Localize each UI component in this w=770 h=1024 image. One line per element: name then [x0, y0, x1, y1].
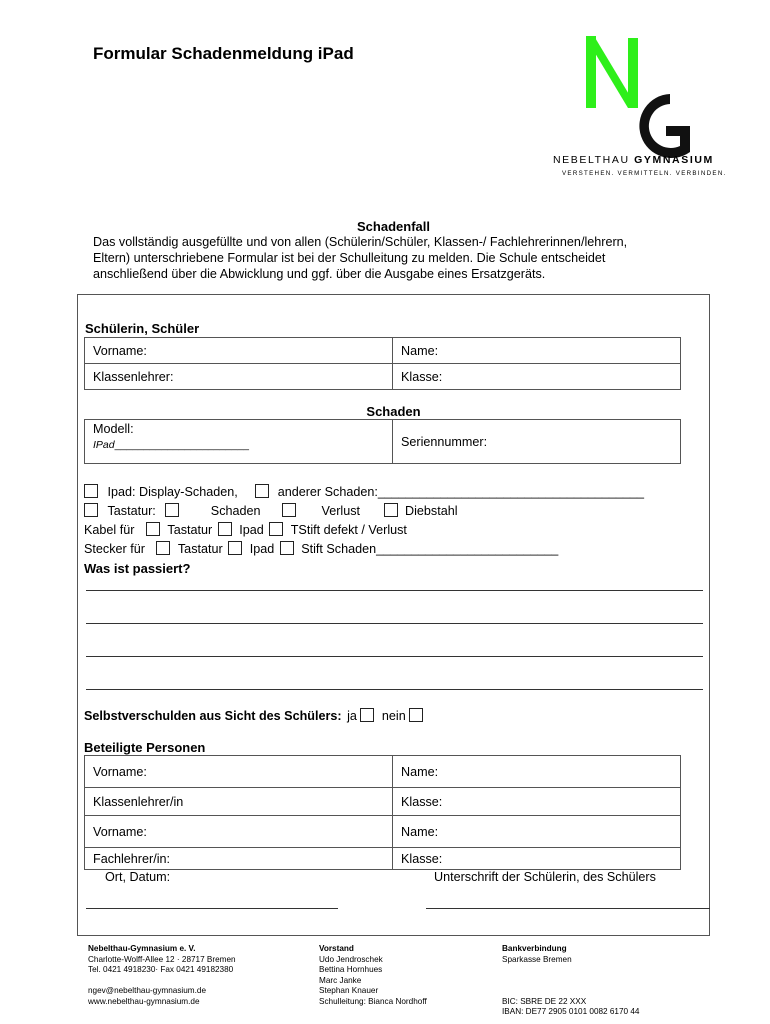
signature-line[interactable] — [426, 908, 710, 909]
student-lastname-field[interactable]: Name: — [393, 338, 681, 364]
footer-board: Vorstand Udo Jendroschek Bettina Hornhues Marc Janke Stephan Knauer Schulleitung: Bianca Nordhoff — [319, 944, 427, 1006]
involved-class-2-field[interactable]: Klasse: — [393, 848, 681, 870]
footer-association: Nebelthau-Gymnasium e. V. Charlotte-Wolff-Allee 12 · 28717 Bremen Tel. 0421 4918230· Fax 0421 49182380 ngev@nebelthau-gymnasium.de www.nebelthau-gymnasium.de — [88, 944, 236, 1006]
self-fault-yes-checkbox[interactable] — [360, 708, 374, 722]
what-happened-heading: Was ist passiert? — [84, 561, 191, 576]
damage-row-1: Ipad: Display-Schaden, anderer Schaden:______________________________________ — [84, 484, 644, 499]
involved-lastname-2-field[interactable]: Name: — [393, 816, 681, 848]
what-happened-line-2[interactable] — [86, 623, 703, 624]
plug-stylus-checkbox[interactable] — [280, 541, 294, 555]
stylus-damage-line[interactable]: __________________________ — [376, 542, 559, 556]
damage-row-4: Stecker für Tastatur Ipad Stift Schaden__________________________ — [84, 542, 559, 556]
involved-heading: Beteiligte Personen — [84, 740, 206, 755]
keyboard-lost-checkbox[interactable] — [282, 503, 296, 517]
involved-class-1-field[interactable]: Klasse: — [393, 788, 681, 816]
cable-ipad-checkbox[interactable] — [218, 522, 232, 536]
involved-firstname-2-field[interactable]: Vorname: — [85, 816, 393, 848]
schadenfall-heading: Schadenfall — [357, 219, 430, 234]
other-damage-line[interactable]: ______________________________________ — [377, 485, 644, 499]
display-damage-checkbox[interactable] — [84, 484, 98, 498]
student-table — [84, 337, 681, 390]
model-label: Modell: — [93, 422, 134, 436]
plug-ipad-checkbox[interactable] — [228, 541, 242, 555]
logo-wordmark: NEBELTHAU GYMNASIUM — [553, 154, 714, 166]
keyboard-theft-checkbox[interactable] — [384, 503, 398, 517]
what-happened-line-4[interactable] — [86, 689, 703, 690]
what-happened-line-1[interactable] — [86, 590, 703, 591]
page-title: Formular Schadenmeldung iPad — [93, 44, 354, 63]
cable-stylus-checkbox[interactable] — [269, 522, 283, 536]
place-date-line[interactable] — [86, 908, 338, 909]
keyboard-damage-checkbox[interactable] — [165, 503, 179, 517]
model-value: IPad_______________________ — [93, 439, 249, 451]
other-damage-checkbox[interactable] — [255, 484, 269, 498]
student-firstname-field[interactable]: Vorname: — [85, 338, 393, 364]
schaden-heading: Schaden — [366, 404, 421, 419]
student-heading: Schülerin, Schüler — [85, 321, 200, 336]
footer-bank: Bankverbindung Sparkasse Bremen BIC: SBRE DE 22 XXX IBAN: DE77 2905 0101 0082 6170 44 — [502, 944, 640, 1016]
involved-table — [84, 755, 681, 870]
serial-number-field[interactable]: Seriennummer: — [393, 420, 681, 464]
place-date-label: Ort, Datum: — [105, 870, 171, 884]
keyboard-checkbox[interactable] — [84, 503, 98, 517]
student-class-field[interactable]: Klasse: — [393, 364, 681, 390]
involved-class-teacher-field[interactable]: Klassenlehrer/in — [85, 788, 393, 816]
device-table — [84, 419, 681, 464]
involved-lastname-1-field[interactable]: Name: — [393, 756, 681, 788]
what-happened-line-3[interactable] — [86, 656, 703, 657]
schadenfall-text: Das vollständig ausgefüllte und von allen (Schülerin/Schüler, Klassen-/ Fachlehrerinnen/lehrern, Eltern) unterschriebene Formular ist bei der Schulleitung zu melden. Die Schule entscheidet anschließend über die Abwicklung und ggf. über die Ausgabe eines Ersatzgeräts. — [93, 235, 628, 281]
cable-keyboard-checkbox[interactable] — [146, 522, 160, 536]
student-teacher-field[interactable]: Klassenlehrer: — [85, 364, 393, 390]
signature-label: Unterschrift der Schülerin, des Schülers — [434, 870, 656, 884]
damage-row-3: Kabel für Tastatur Ipad TStift defekt / Verlust — [84, 523, 407, 537]
plug-keyboard-checkbox[interactable] — [156, 541, 170, 555]
damage-row-2: Tastatur: Schaden Verlust Diebstahl — [84, 503, 458, 518]
logo-tagline: VERSTEHEN. VERMITTELN. VERBINDEN. — [562, 170, 727, 177]
involved-subject-teacher-field[interactable]: Fachlehrer/in: — [85, 848, 393, 870]
model-field[interactable] — [85, 420, 393, 464]
involved-firstname-1-field[interactable]: Vorname: — [85, 756, 393, 788]
self-fault-row: Selbstverschulden aus Sicht des Schülers: ja nein — [84, 708, 423, 723]
logo-ng-mark — [586, 36, 690, 158]
self-fault-no-checkbox[interactable] — [409, 708, 423, 722]
